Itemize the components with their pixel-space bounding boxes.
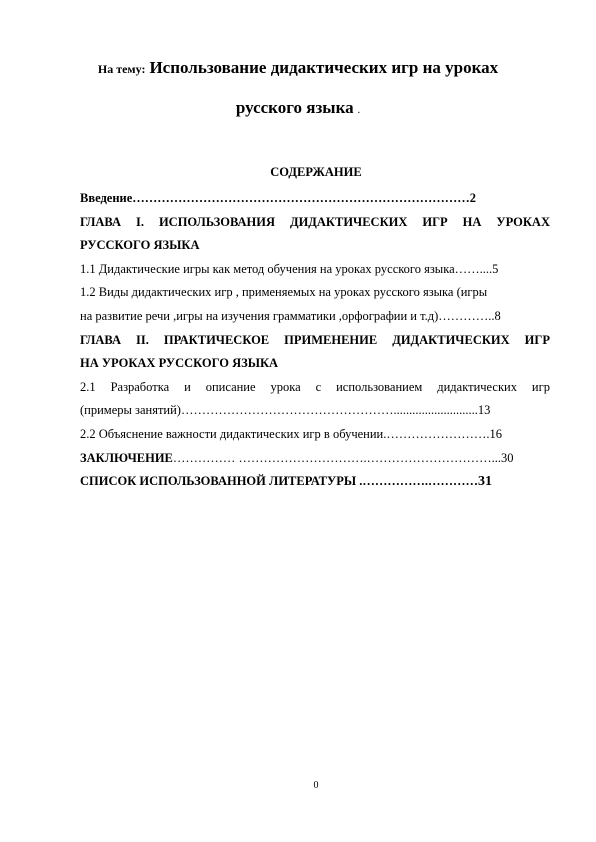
- toc-entry-chapter-2-line-1: ГЛАВА II. ПРАКТИЧЕСКОЕ ПРИМЕНЕНИЕ ДИДАКТИЧЕСКИХ ИГР: [80, 332, 550, 347]
- topic-title-part-2: русского языка: [235, 98, 354, 117]
- toc-entry-section-2-2: 2.2 Объяснение важности дидактических игр в обучении.…………………….16: [80, 426, 502, 441]
- table-of-contents: [80, 187, 550, 494]
- toc-entry-section-1-2-line-2: на развитие речи ,игры на изучения грамматики ,орфографии и т.д)…………..8: [80, 308, 501, 323]
- conclusion-dots-page: …………… ………………………….…………………………...30: [172, 450, 514, 465]
- toc-entry-section-1-1: 1.1 Дидактические игры как метод обучения на уроках русского языка……....5: [80, 261, 499, 276]
- toc-heading: СОДЕРЖАНИЕ: [270, 165, 362, 179]
- toc-entry-introduction: Введение………………………………………………………………………2: [80, 191, 477, 205]
- references-page: 31: [477, 474, 492, 490]
- page-number: 0: [313, 780, 319, 791]
- references-dots: .…………….…………: [356, 474, 478, 489]
- toc-entry-chapter-2-line-2: НА УРОКАХ РУССКОГО ЯЗЫКА: [80, 356, 279, 371]
- topic-line-1: [0, 58, 596, 78]
- topic-trailing-dot: .: [357, 105, 361, 116]
- references-label: СПИСОК ИСПОЛЬЗОВАННОЙ ЛИТЕРАТУРЫ: [80, 474, 357, 489]
- toc-entry-chapter-1-line-2: РУССКОГО ЯЗЫКА: [80, 238, 200, 253]
- toc-entry-references: [80, 470, 550, 494]
- conclusion-label: ЗАКЛЮЧЕНИЕ: [80, 450, 173, 465]
- toc-entry-chapter-1-line-1: ГЛАВА I. ИСПОЛЬЗОВАНИЯ ДИДАКТИЧЕСКИХ ИГР НА УРОКАХ: [80, 214, 550, 229]
- toc-entry-section-2-1-line-2: (примеры занятий)……………………………………………...........................13: [80, 403, 491, 418]
- toc-entry-section-1-2-line-1: 1.2 Виды дидактических игр , применяемых на уроках русского языка (игры: [80, 285, 488, 300]
- topic-line-2: [0, 98, 596, 118]
- toc-entry-conclusion: [80, 447, 550, 471]
- topic-prefix: На тему:: [97, 62, 146, 76]
- topic-title-part-1: Использование дидактических игр на уроках: [149, 58, 499, 77]
- toc-entry-section-2-1-line-1: 2.1 Разработка и описание урока с использованием дидактических игр: [80, 379, 550, 394]
